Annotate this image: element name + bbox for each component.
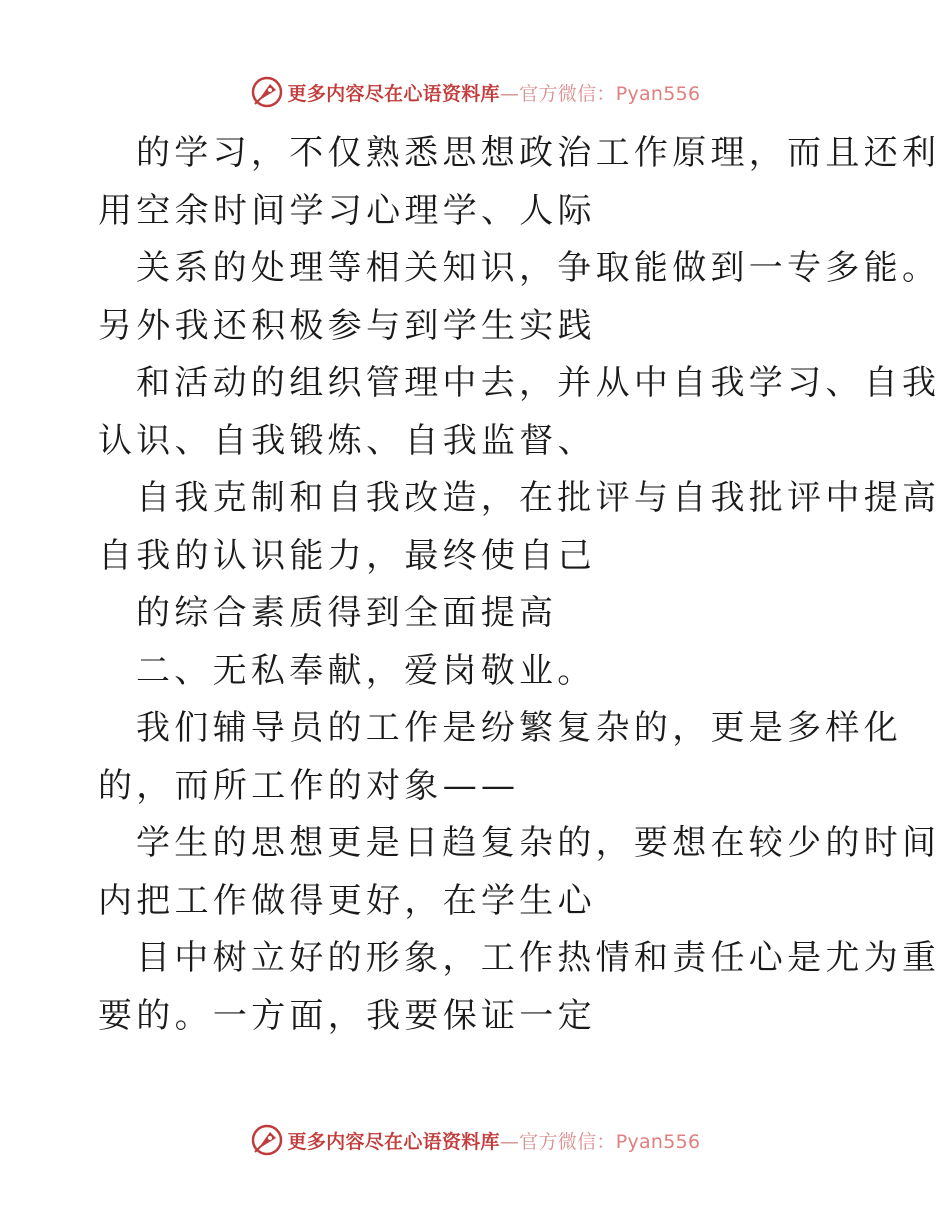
banner-separator: — bbox=[499, 82, 520, 105]
text-line: 的学习，不仅熟悉思想政治工作原理，而且还利 bbox=[136, 133, 941, 173]
text-line: 学生的思想更是日趋复杂的，要想在较少的时间 bbox=[136, 823, 941, 863]
banner-text bbox=[288, 1127, 701, 1154]
document-body bbox=[98, 125, 941, 1045]
section-heading: 二、无私奉献，爱岗敬业。 bbox=[136, 650, 596, 691]
header-banner bbox=[0, 72, 950, 112]
banner-text bbox=[288, 79, 701, 106]
banner-wechat-id: Pyan556 bbox=[615, 1130, 701, 1153]
text-line: 目中树立好的形象，工作热情和责任心是尤为重 bbox=[136, 938, 941, 978]
text-line: 关系的处理等相关知识，争取能做到一专多能。 bbox=[136, 248, 941, 288]
banner-site-name: 更多内容尽在心语资料库 bbox=[287, 82, 500, 105]
banner-site-name: 更多内容尽在心语资料库 bbox=[287, 1130, 500, 1153]
text-line: 另外我还积极参与到学生实践 bbox=[98, 305, 596, 346]
text-line: 和活动的组织管理中去，并从中自我学习、自我 bbox=[136, 363, 941, 403]
text-line: 的，而所工作的对象—— bbox=[98, 765, 520, 806]
text-line: 认识、自我锻炼、自我监督、 bbox=[98, 420, 596, 461]
pen-nib-logo-icon bbox=[250, 75, 284, 109]
banner-wechat-label: 官方微信： bbox=[519, 82, 616, 105]
text-line: 自我克制和自我改造，在批评与自我批评中提高 bbox=[136, 478, 941, 518]
text-line: 内把工作做得更好，在学生心 bbox=[98, 880, 596, 921]
text-line: 要的。一方面，我要保证一定 bbox=[98, 995, 596, 1036]
pen-nib-logo-icon bbox=[250, 1123, 284, 1157]
banner-separator: — bbox=[499, 1130, 520, 1153]
banner-wechat-id: Pyan556 bbox=[615, 82, 701, 105]
text-line: 自我的认识能力，最终使自己 bbox=[98, 535, 596, 576]
text-line: 的综合素质得到全面提高 bbox=[136, 593, 558, 633]
text-line: 用空余时间学习心理学、人际 bbox=[98, 190, 596, 231]
text-line: 我们辅导员的工作是纷繁复杂的，更是多样化 bbox=[136, 708, 902, 748]
banner-wechat-label: 官方微信： bbox=[519, 1130, 616, 1153]
footer-banner bbox=[0, 1120, 950, 1160]
